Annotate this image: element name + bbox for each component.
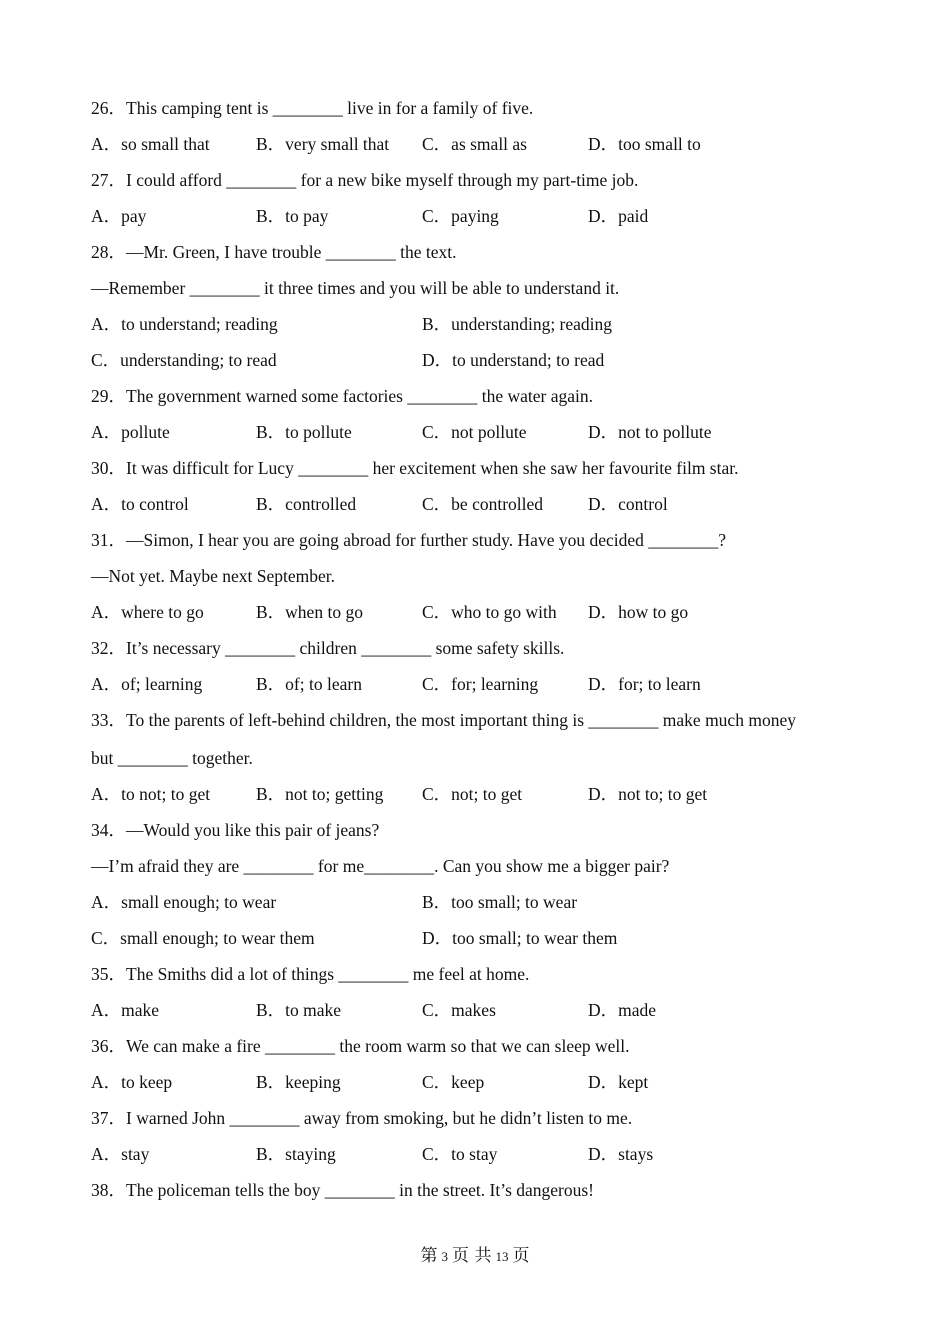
footer-middle: 页 共 bbox=[452, 1246, 492, 1266]
footer-total-pages: 13 bbox=[495, 1249, 509, 1264]
option-b: B．when to go bbox=[256, 602, 363, 622]
question-31-stem-2: —Not yet. Maybe next September. bbox=[91, 566, 335, 586]
option-b: B．too small; to wear bbox=[422, 892, 578, 912]
option-b: B．of; to learn bbox=[256, 674, 362, 694]
question-30-stem: 30．It was difficult for Lucy ________ her excitement when she saw her favourite film star. bbox=[91, 458, 739, 478]
question-31-stem: 31．—Simon, I hear you are going abroad for further study. Have you decided ________? bbox=[91, 530, 727, 550]
page-footer bbox=[0, 1241, 950, 1266]
option-d: D．too small; to wear them bbox=[422, 928, 618, 948]
option-d: D．made bbox=[588, 1000, 657, 1020]
footer-prefix: 第 bbox=[420, 1246, 438, 1266]
option-c: C．be controlled bbox=[422, 494, 544, 514]
question-38-stem: 38．The policeman tells the boy ________ in the street. It’s dangerous! bbox=[91, 1180, 595, 1200]
option-a: A．so small that bbox=[91, 134, 210, 154]
option-c: C．not; to get bbox=[422, 784, 523, 804]
option-a: A．to keep bbox=[91, 1072, 173, 1092]
footer-suffix: 页 bbox=[512, 1246, 530, 1266]
option-a: A．where to go bbox=[91, 602, 204, 622]
option-c: C．paying bbox=[422, 206, 499, 226]
option-a: A．pay bbox=[91, 206, 147, 226]
option-d: D．control bbox=[588, 494, 668, 514]
option-d: D．stays bbox=[588, 1144, 654, 1164]
question-27-stem: 27．I could afford ________ for a new bike myself through my part-time job. bbox=[91, 170, 639, 190]
question-34-stem-2: —I’m afraid they are ________ for me________. Can you show me a bigger pair? bbox=[91, 856, 670, 876]
option-d: D．paid bbox=[588, 206, 649, 226]
option-a: A．of; learning bbox=[91, 674, 203, 694]
footer-page-number: 3 bbox=[441, 1249, 449, 1264]
option-c: C．makes bbox=[422, 1000, 496, 1020]
question-37-stem: 37．I warned John ________ away from smoking, but he didn’t listen to me. bbox=[91, 1108, 633, 1128]
question-36-stem: 36．We can make a fire ________ the room warm so that we can sleep well. bbox=[91, 1036, 630, 1056]
option-a: A．small enough; to wear bbox=[91, 892, 277, 912]
option-b: B．understanding; reading bbox=[422, 314, 613, 334]
question-34-stem: 34．—Would you like this pair of jeans? bbox=[91, 820, 380, 840]
question-28-stem-2: —Remember ________ it three times and you will be able to understand it. bbox=[91, 278, 620, 298]
option-b: B．staying bbox=[256, 1144, 336, 1164]
question-33-stem: 33．To the parents of left-behind children, the most important thing is ________ make much money bbox=[91, 710, 796, 730]
option-d: D．not to pollute bbox=[588, 422, 712, 442]
option-c: C．not pollute bbox=[422, 422, 527, 442]
option-d: D．kept bbox=[588, 1072, 649, 1092]
option-a: A．stay bbox=[91, 1144, 150, 1164]
option-d: D．for; to learn bbox=[588, 674, 701, 694]
option-c: C．for; learning bbox=[422, 674, 539, 694]
option-b: B．to pollute bbox=[256, 422, 352, 442]
option-b: B．controlled bbox=[256, 494, 357, 514]
option-d: D．not to; to get bbox=[588, 784, 708, 804]
option-d: D．too small to bbox=[588, 134, 701, 154]
option-a: A．to understand; reading bbox=[91, 314, 278, 334]
option-c: C．keep bbox=[422, 1072, 485, 1092]
question-33-stem-2: but ________ together. bbox=[91, 748, 253, 768]
option-b: B．to pay bbox=[256, 206, 329, 226]
question-26-stem: 26．This camping tent is ________ live in for a family of five. bbox=[91, 98, 534, 118]
option-a: A．to not; to get bbox=[91, 784, 211, 804]
option-c: C．understanding; to read bbox=[91, 350, 277, 370]
option-c: C．as small as bbox=[422, 134, 527, 154]
question-32-stem: 32．It’s necessary ________ children ________ some safety skills. bbox=[91, 638, 565, 658]
question-28-stem: 28．—Mr. Green, I have trouble ________ the text. bbox=[91, 242, 457, 262]
option-a: A．make bbox=[91, 1000, 160, 1020]
option-c: C．small enough; to wear them bbox=[91, 928, 315, 948]
option-a: A．to control bbox=[91, 494, 189, 514]
option-c: C．to stay bbox=[422, 1144, 498, 1164]
option-c: C．who to go with bbox=[422, 602, 557, 622]
option-b: B．not to; getting bbox=[256, 784, 384, 804]
option-d: D．how to go bbox=[588, 602, 689, 622]
option-d: D．to understand; to read bbox=[422, 350, 605, 370]
option-b: B．keeping bbox=[256, 1072, 341, 1092]
option-a: A．pollute bbox=[91, 422, 170, 442]
option-b: B．to make bbox=[256, 1000, 342, 1020]
question-35-stem: 35．The Smiths did a lot of things ________ me feel at home. bbox=[91, 964, 530, 984]
question-29-stem: 29．The government warned some factories ________ the water again. bbox=[91, 386, 593, 406]
option-b: B．very small that bbox=[256, 134, 390, 154]
